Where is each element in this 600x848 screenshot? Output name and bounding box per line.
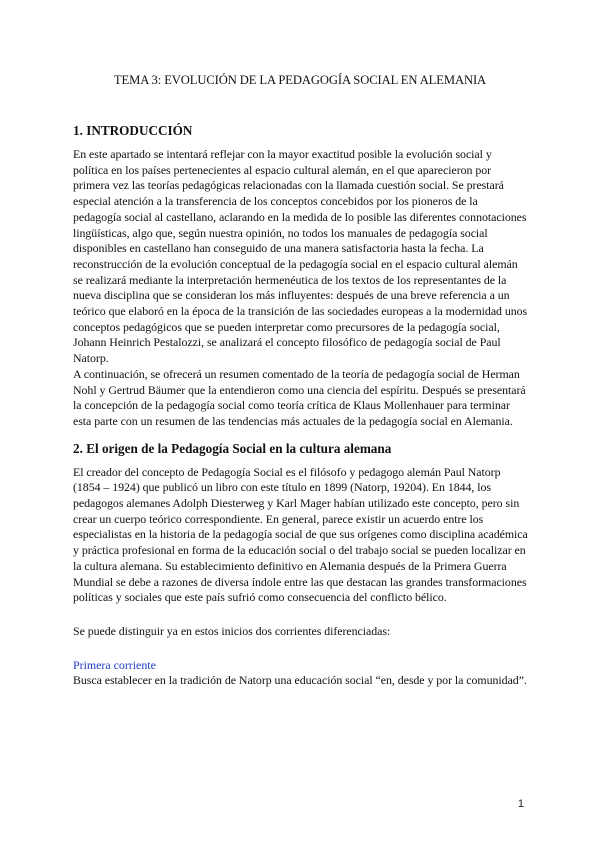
intro-paragraph-1: En este apartado se intentará reflejar con la mayor exactitud posible la evolución social y política en los países pertenecientes al espacio cultural alemán, en el que aparecieron por primera vez las teorías pedagógicas relacionadas con la llamada cuestión social. Se prestará especial atención a la transferencia de los conceptos concebidos por los pioneros de la pedagogía social al castellano, aclarando en la medida de lo posible las diferentes connotaciones lingüísticas, algo que, según nuestra opinión, no todos los manuales de pedagogía social disponibles en castellano han conseguido de una manera satisfactoria hasta la fecha. La reconstrucción de la evolución conceptual de la pedagogía social en el espacio cultural alemán se realizará mediante la interpretación hermenéutica de los textos de los representantes de la nueva disciplina que se consideran los más influyentes: después de una breve referencia a un teórico que elaboró en la época de la transición de las sociedades europeas a la modernidad unos conceptos pedagógicos que se pueden interpretar como precursores de la pedagogía social, Johann Heinrich Pestalozzi, se analizará el concepto filosófico de pedagogía social de Paul Natorp. [73, 147, 528, 366]
origen-paragraph-2: Se puede distinguir ya en estos inicios dos corrientes diferenciadas: [73, 623, 391, 638]
section-heading-origen: 2. El origen de la Pedagogía Social en la cultura alemana [73, 440, 392, 456]
origen-paragraph-1: El creador del concepto de Pedagogía Social es el filósofo y pedagogo alemán Paul Natorp (1854 – 1924) que publicó un libro con este título en 1899 (Natorp, 19204). En 1844, los pedagogos alemanes Adolph Diesterweg y Karl Mager habían utilizado este concepto, pero sin crear un cuerpo teórico correspondiente. En general, parece existir un acuerdo entre los especialistas en la historia de la pedagogía social de que sus orígenes como disciplina académica y práctica profesional en forma de la educación social o del trabajo social se pueden localizar en la cultura alemana. Su establecimiento definitivo en Alemania después de la Primera Guerra Mundial se debe a razones de diversa índole entre las que destacan las grandes transformaciones políticas y sociales que este país sufrió como consecuencia del conflicto bélico. [73, 464, 528, 605]
intro-paragraph-2: A continuación, se ofrecerá un resumen comentado de la teoría de pedagogía social de Herman Nohl y Gertrud Bäumer que la entendieron como una ciencia del espíritu. Después se presentará la concepción de la pedagogía social como teoría crítica de Klaus Mollenhauer para terminar esta parte con un resumen de las tendencias más actuales de la pedagogía social en Alemania. [73, 366, 526, 428]
paragraph-spacer [73, 640, 529, 658]
page-number: 1 [517, 798, 524, 810]
subheading-primera-corriente: Primera corriente [73, 657, 156, 672]
document-title: TEMA 3: EVOLUCIÓN DE LA PEDAGOGÍA SOCIAL EN ALEMANIA [113, 73, 487, 87]
document-body [73, 122, 529, 689]
paragraph-spacer [73, 606, 529, 624]
origen-paragraph-3: Busca establecer en la tradición de Natorp una educación social “en, desde y por la comunidad”. [73, 673, 527, 688]
section-heading-introduccion: 1. INTRODUCCIÓN [73, 123, 193, 138]
